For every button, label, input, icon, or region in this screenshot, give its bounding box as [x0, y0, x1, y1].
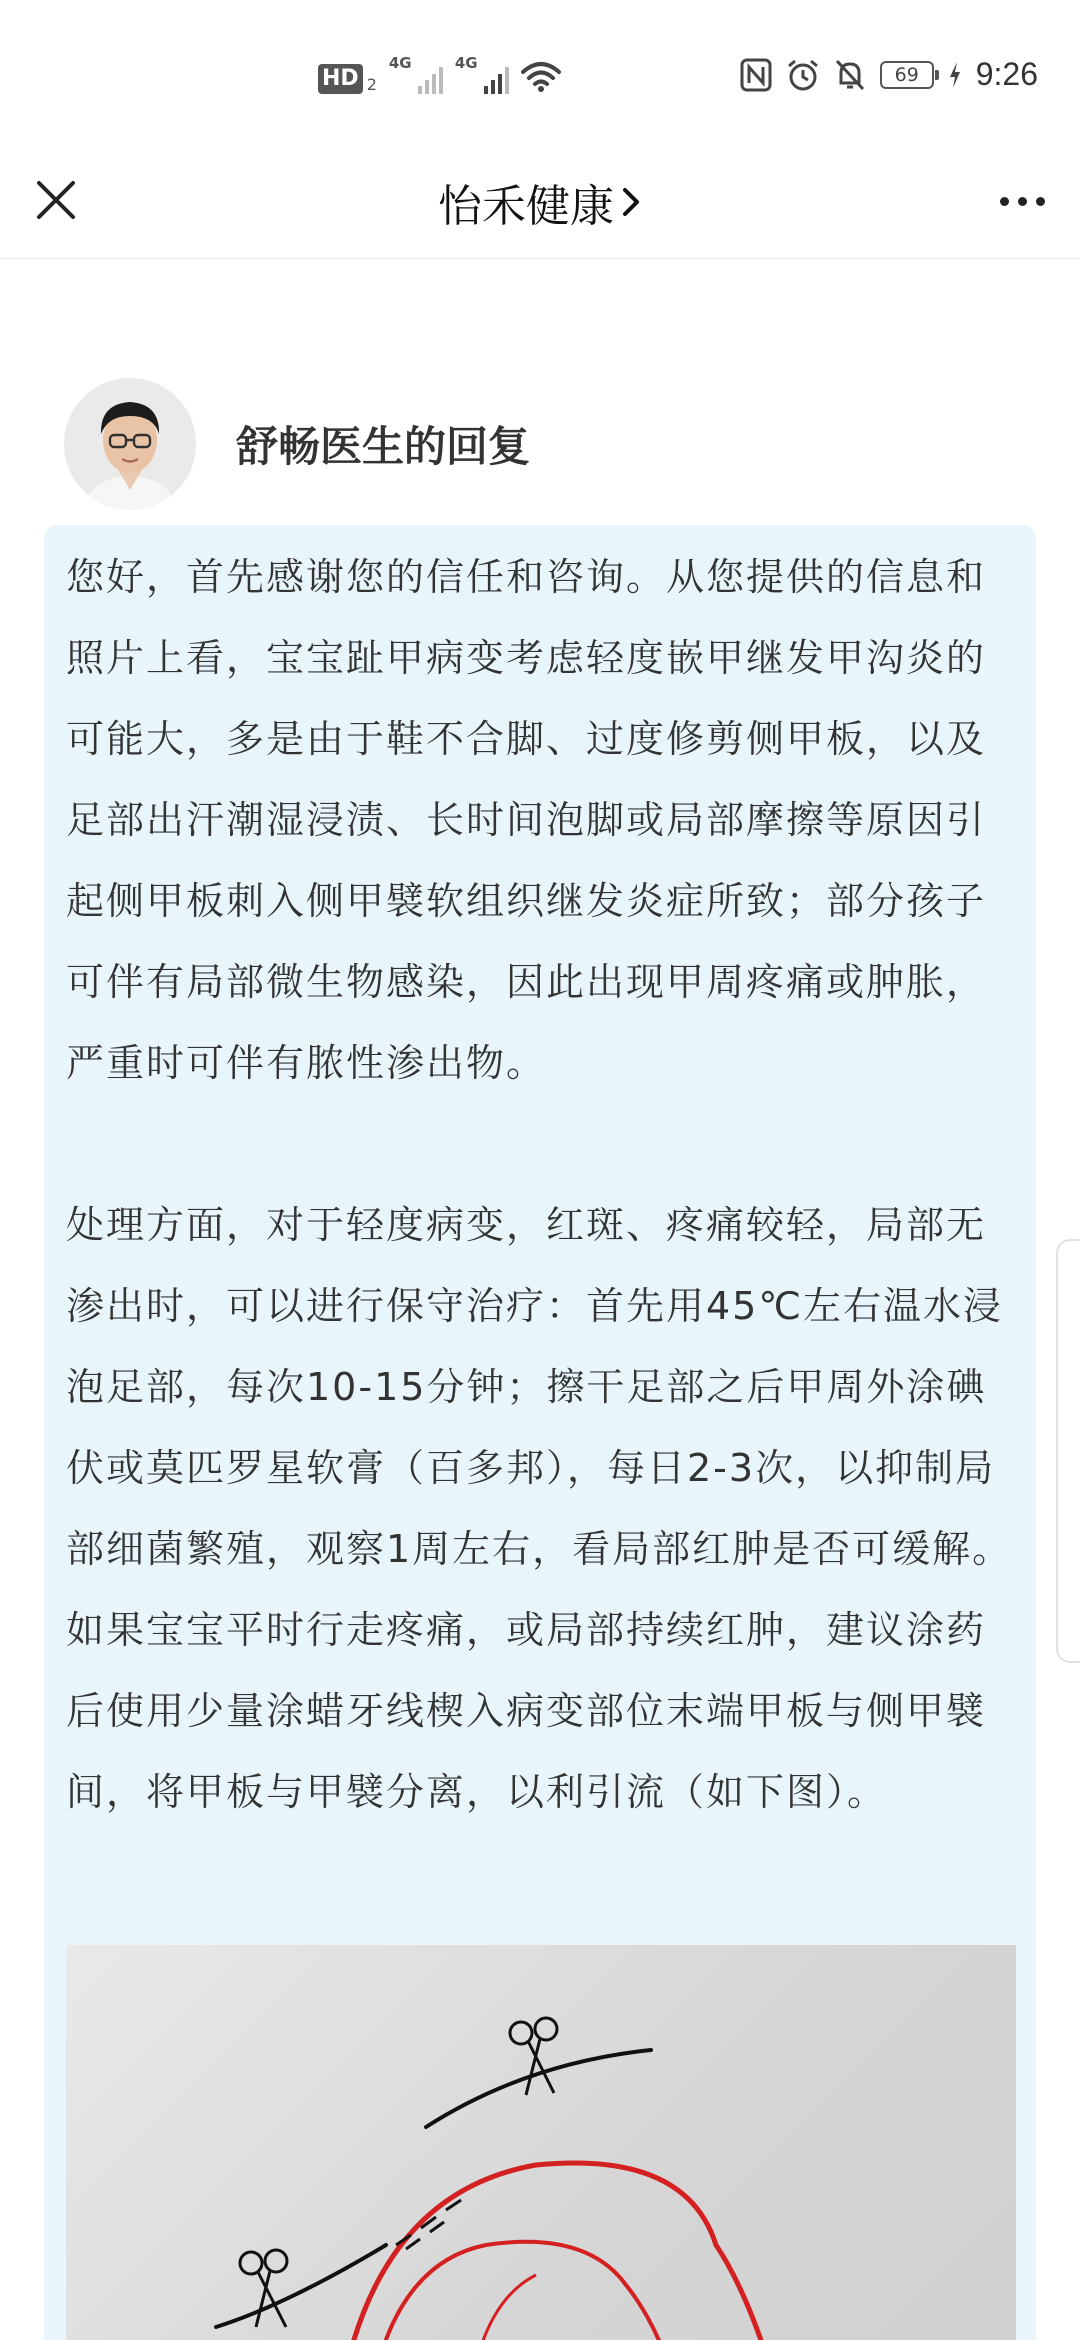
hd-voice-icon: HD — [318, 64, 363, 94]
nfc-icon — [740, 58, 772, 92]
drainage-drawing — [66, 1945, 1016, 2340]
reply-paragraph-1: 您好，首先感谢您的信任和咨询。从您提供的信息和照片上看，宝宝趾甲病变考虑轻度嵌甲继发甲沟炎的可能大，多是由于鞋不合脚、过度修剪侧甲板，以及足部出汗潮湿浸渍、长时间泡脚或局部摩擦等原因引起侧甲板刺入侧甲襞软组织继发炎症所致；部分孩子可伴有局部微生物感染，因此出现甲周疼痛或肿胀，严重时可伴有脓性渗出物。 — [66, 555, 987, 1085]
mute-bell-icon — [834, 58, 866, 92]
nav-title-wrap — [0, 170, 1080, 234]
drainage-illustration[interactable] — [66, 1945, 1016, 2340]
author-row — [64, 378, 530, 510]
scissors-top-icon — [510, 2018, 557, 2095]
avatar-image — [64, 378, 196, 510]
wifi-icon — [521, 58, 561, 94]
network-type-2: 4G — [454, 54, 478, 72]
article-content[interactable] — [0, 259, 1080, 2340]
doctor-avatar — [64, 378, 196, 510]
account-title: 怡禾健康 — [438, 181, 614, 232]
author-name: 舒畅医生的回复 — [236, 422, 531, 471]
network-type-1: 4G — [388, 54, 412, 72]
side-scroll-handle[interactable] — [1056, 1239, 1080, 1663]
hd-sim-index: 2 — [366, 75, 377, 94]
more-dot-icon — [1036, 197, 1045, 206]
more-dot-icon — [1018, 197, 1027, 206]
reply-body — [66, 537, 1016, 1833]
clock: 9:26 — [975, 56, 1038, 92]
battery-icon: 69 — [880, 61, 934, 89]
signal-1-icon — [388, 54, 443, 94]
status-right-group — [740, 56, 1038, 93]
chevron-right-icon — [620, 184, 642, 220]
reply-paragraph-2: 处理方面，对于轻度病变，红斑、疼痛较轻，局部无渗出时，可以进行保守治疗：首先用45℃左右温水浸泡足部，每次10-15分钟；擦干足部之后甲周外涂碘伏或莫匹罗星软膏（百多邦），每日2-3次，以抑制局部细菌繁殖，观察1周左右，看局部红肿是否可缓解。如果宝宝平时行走疼痛，或局部持续红肿，建议涂药后使用少量涂蜡牙线楔入病变部位末端甲板与侧甲襞间，将甲板与甲襞分离，以利引流（如下图）。 — [66, 1203, 1013, 1814]
reply-card — [44, 525, 1036, 2340]
more-button[interactable] — [990, 176, 1054, 226]
status-bar — [0, 0, 1080, 150]
alarm-icon — [786, 58, 820, 92]
charging-icon — [948, 61, 962, 89]
more-dot-icon — [1000, 197, 1009, 206]
paragraph-spacer — [66, 1104, 1016, 1185]
status-left-group — [318, 54, 561, 94]
signal-2-icon — [454, 54, 509, 94]
account-title-link[interactable] — [438, 170, 642, 234]
nav-bar — [0, 150, 1080, 259]
